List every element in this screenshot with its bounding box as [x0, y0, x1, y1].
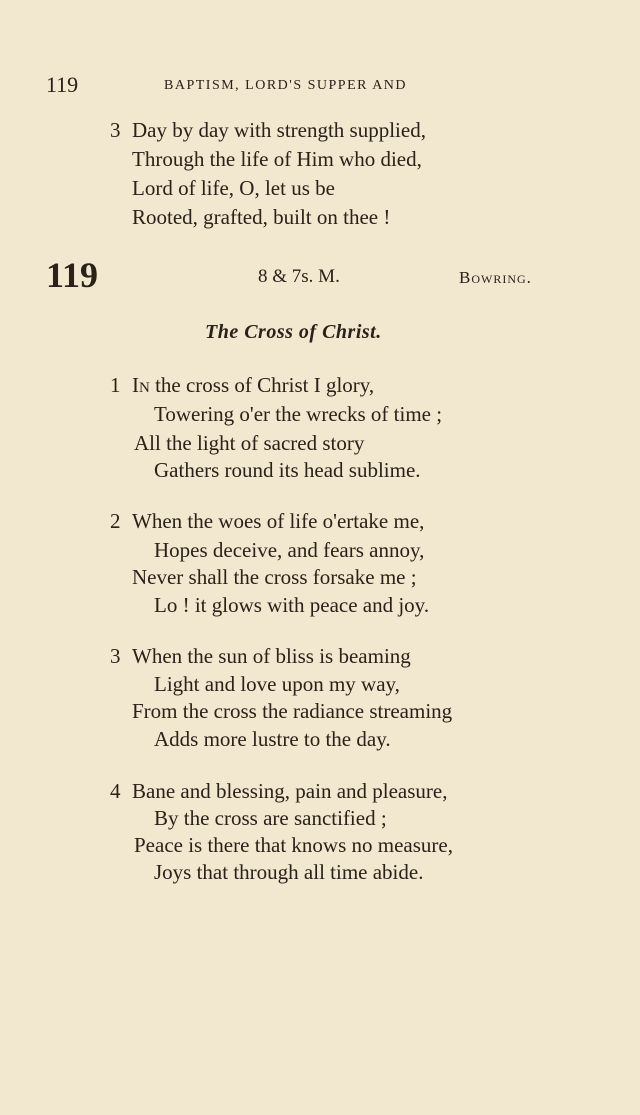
page-number: 119 [46, 72, 79, 97]
verse-number: 3 [110, 644, 121, 668]
verse-2-line-1: 2 When the woes of life o'ertake me, [110, 509, 425, 533]
prev-verse-3-line-3: Lord of life, O, let us be [132, 176, 335, 200]
verse-2-line-3: Never shall the cross forsake me ; [132, 565, 417, 589]
verse-3-line-4: Adds more lustre to the day. [154, 727, 391, 751]
verse-number: 4 [110, 779, 121, 803]
verse-4-line-1: 4 Bane and blessing, pain and pleasure, [110, 779, 448, 803]
verse-number: 3 [110, 118, 121, 142]
verse-2-line-2: Hopes deceive, and fears annoy, [154, 538, 425, 562]
verse-1-line-2: Towering o'er the wrecks of time ; [154, 402, 443, 426]
prev-verse-3-line-2: Through the life of Him who died, [132, 147, 422, 171]
verse-4-line-2: By the cross are sanctified ; [154, 806, 387, 830]
verse-3-line-3: From the cross the radiance streaming [132, 699, 453, 723]
hymn-meter: 8 & 7s. M. [258, 266, 340, 287]
verse-1-line-1: 1 In the cross of Christ I glory, [110, 373, 375, 397]
verse-4-line-3: Peace is there that knows no measure, [134, 833, 453, 857]
verse-2-line-4: Lo ! it glows with peace and joy. [154, 593, 430, 617]
prev-verse-3-line-4: Rooted, grafted, built on thee ! [132, 205, 391, 229]
prev-verse-3-line-1: 3 Day by day with strength supplied, [110, 118, 426, 142]
verse-1-line-4: Gathers round its head sublime. [154, 458, 421, 482]
verse-1-line-3: All the light of sacred story [134, 431, 365, 455]
hymn-title: The Cross of Christ. [205, 321, 382, 343]
running-title: BAPTISM, LORD'S SUPPER AND [164, 78, 408, 93]
verse-3-line-2: Light and love upon my way, [154, 672, 400, 696]
verse-3-line-1: 3 When the sun of bliss is beaming [110, 644, 411, 668]
verse-number: 1 [110, 373, 121, 397]
hymn-author: Bowring. [459, 268, 532, 287]
hymn-number: 119 [46, 255, 99, 295]
verse-number: 2 [110, 509, 121, 533]
verse-4-line-4: Joys that through all time abide. [154, 860, 424, 884]
drop-word: In [132, 373, 150, 397]
